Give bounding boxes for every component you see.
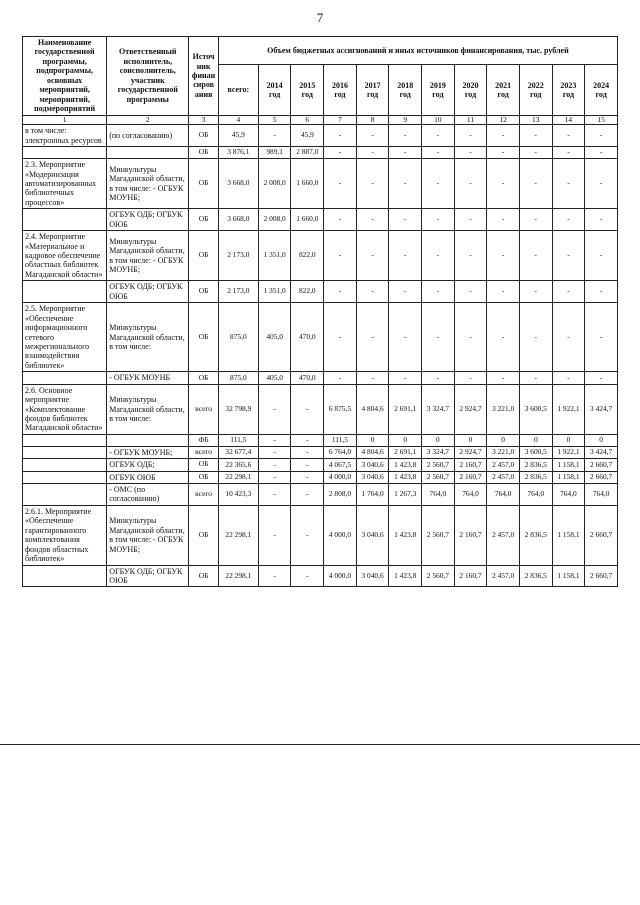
table-row [23, 565, 618, 587]
row-value-cell: - [356, 209, 389, 231]
table-row [23, 505, 618, 565]
row-value-cell: 3 424,7 [585, 384, 618, 434]
row-value-cell: 1 423,8 [389, 505, 422, 565]
row-value-cell: 2 660,7 [585, 471, 618, 483]
row-value-cell: 111,5 [218, 434, 258, 446]
row-value-cell: 0 [487, 434, 520, 446]
header-year: 2022 год [519, 65, 552, 115]
row-value-cell: 2 160,7 [454, 471, 487, 483]
row-value-cell: - [356, 147, 389, 159]
row-value-cell: 4 804,6 [356, 384, 389, 434]
row-value-cell: - [389, 372, 422, 384]
header-total: всего: [218, 65, 258, 115]
row-value-cell: 1 158,1 [552, 505, 585, 565]
row-value-cell: - [585, 231, 618, 281]
row-value-cell: - [258, 505, 291, 565]
row-value-cell: - [389, 281, 422, 303]
row-value-cell: - [291, 505, 324, 565]
row-value-cell: 1 922,1 [552, 384, 585, 434]
row-value-cell: 1 660,0 [291, 159, 324, 209]
table-row [23, 446, 618, 458]
row-value-cell: - [356, 125, 389, 147]
row-value-cell: - [258, 384, 291, 434]
row-value-cell: 2 008,0 [258, 159, 291, 209]
column-index: 15 [585, 115, 618, 125]
row-value-cell: - [487, 147, 520, 159]
row-value-cell: 0 [585, 434, 618, 446]
row-value-cell: 45,9 [291, 125, 324, 147]
row-name-cell [23, 484, 107, 506]
row-value-cell: - [552, 372, 585, 384]
row-value-cell: 405,0 [258, 303, 291, 372]
row-value-cell: 470,0 [291, 303, 324, 372]
row-value-cell: - [258, 565, 291, 587]
row-value-cell: - [454, 231, 487, 281]
row-source-cell: ОБ [189, 231, 218, 281]
row-value-cell: - [422, 209, 455, 231]
table-row [23, 471, 618, 483]
row-value-cell: 1 423,8 [389, 565, 422, 587]
row-value-cell: 0 [552, 434, 585, 446]
row-value-cell: - [258, 471, 291, 483]
row-value-cell: - [324, 303, 357, 372]
row-responsible-cell [107, 434, 189, 446]
row-value-cell: - [454, 303, 487, 372]
row-value-cell: - [258, 446, 291, 458]
row-value-cell: 875,0 [218, 303, 258, 372]
row-value-cell: - [454, 147, 487, 159]
row-value-cell: 2 887,0 [291, 147, 324, 159]
row-value-cell: - [258, 434, 291, 446]
row-responsible-cell: - ОГБУК МОУНБ [107, 372, 189, 384]
row-source-cell: всего [189, 446, 218, 458]
row-value-cell: 0 [356, 434, 389, 446]
row-value-cell: - [519, 303, 552, 372]
row-value-cell: - [389, 125, 422, 147]
header-year: 2019 год [422, 65, 455, 115]
row-value-cell: - [519, 372, 552, 384]
budget-table-wrapper [22, 36, 618, 726]
row-value-cell: - [291, 384, 324, 434]
row-source-cell: ОБ [189, 459, 218, 471]
row-value-cell: 3 600,5 [519, 446, 552, 458]
row-source-cell: всего [189, 384, 218, 434]
row-value-cell: 3 040,6 [356, 505, 389, 565]
row-responsible-cell: Минкультуры Магаданской области, в том числе: [107, 303, 189, 372]
row-value-cell: 1 267,3 [389, 484, 422, 506]
row-value-cell: 2 691,1 [389, 384, 422, 434]
table-row [23, 281, 618, 303]
row-value-cell: 4 000,0 [324, 565, 357, 587]
row-value-cell: 0 [454, 434, 487, 446]
row-value-cell: - [422, 372, 455, 384]
row-value-cell: - [585, 281, 618, 303]
row-value-cell: 3 668,0 [218, 209, 258, 231]
row-name-cell [23, 459, 107, 471]
row-value-cell: 2 173,0 [218, 231, 258, 281]
row-responsible-cell: ОГБУК ОЮБ [107, 471, 189, 483]
column-index: 1 [23, 115, 107, 125]
table-row [23, 209, 618, 231]
row-value-cell: - [454, 159, 487, 209]
row-value-cell: 764,0 [585, 484, 618, 506]
row-value-cell: 2 457,0 [487, 459, 520, 471]
header-funding: Объем бюджетных ассигнований и иных источников финансирования, тыс. рублей [218, 37, 617, 65]
row-responsible-cell: - ОГБУК МОУНБ; [107, 446, 189, 458]
header-year: 2016 год [324, 65, 357, 115]
column-index: 14 [552, 115, 585, 125]
row-value-cell: - [422, 303, 455, 372]
row-value-cell: 32 798,9 [218, 384, 258, 434]
header-year: 2014 год [258, 65, 291, 115]
table-row [23, 372, 618, 384]
row-value-cell: 1 660,0 [291, 209, 324, 231]
row-value-cell: - [552, 209, 585, 231]
row-value-cell: 1 423,8 [389, 459, 422, 471]
header-name: Наименование государственной программы, подпрограммы, основных мероприятий, мероприятий, подмероприятий [23, 37, 107, 116]
row-value-cell: 3 324,7 [422, 384, 455, 434]
row-name-cell [23, 434, 107, 446]
page-divider-line [0, 744, 640, 745]
row-value-cell: 1 351,0 [258, 231, 291, 281]
table-row [23, 484, 618, 506]
row-value-cell: 764,0 [422, 484, 455, 506]
header-year: 2017 год [356, 65, 389, 115]
row-responsible-cell: - ОМС (по согласованию) [107, 484, 189, 506]
row-value-cell: 3 424,7 [585, 446, 618, 458]
row-value-cell: 764,0 [519, 484, 552, 506]
row-value-cell: 3 221,0 [487, 446, 520, 458]
row-value-cell: - [585, 147, 618, 159]
row-source-cell: ОБ [189, 565, 218, 587]
row-value-cell: - [519, 209, 552, 231]
header-source: Источник финансирования [189, 37, 218, 116]
table-row [23, 384, 618, 434]
row-source-cell: ОБ [189, 147, 218, 159]
row-value-cell: 22 298,1 [218, 471, 258, 483]
row-value-cell: 2 560,7 [422, 459, 455, 471]
row-value-cell: - [422, 231, 455, 281]
row-value-cell: 764,0 [454, 484, 487, 506]
row-value-cell: - [487, 281, 520, 303]
row-name-cell [23, 209, 107, 231]
row-value-cell: 1 158,1 [552, 459, 585, 471]
row-value-cell: - [356, 303, 389, 372]
row-value-cell: - [324, 147, 357, 159]
row-value-cell: 2 836,5 [519, 505, 552, 565]
column-index: 10 [422, 115, 455, 125]
row-name-cell [23, 446, 107, 458]
row-value-cell: 2 008,0 [258, 209, 291, 231]
budget-table [22, 36, 618, 587]
row-value-cell: - [389, 159, 422, 209]
column-index: 12 [487, 115, 520, 125]
row-value-cell: 3 668,0 [218, 159, 258, 209]
row-value-cell: - [356, 281, 389, 303]
table-row [23, 434, 618, 446]
row-source-cell: ОБ [189, 372, 218, 384]
column-index: 7 [324, 115, 357, 125]
row-value-cell: - [519, 147, 552, 159]
row-value-cell: 764,0 [487, 484, 520, 506]
column-index: 11 [454, 115, 487, 125]
column-index: 6 [291, 115, 324, 125]
row-value-cell: 3 600,5 [519, 384, 552, 434]
row-name-cell: 2.6.1. Мероприятие «Обеспечение гарантированного комплектования фондов областных библиотек» [23, 505, 107, 565]
row-value-cell: 2 457,0 [487, 505, 520, 565]
row-value-cell: - [389, 147, 422, 159]
row-value-cell: - [454, 209, 487, 231]
column-index-row [23, 115, 618, 125]
row-responsible-cell [107, 147, 189, 159]
row-source-cell: ОБ [189, 209, 218, 231]
row-value-cell: - [422, 159, 455, 209]
row-value-cell: - [324, 125, 357, 147]
row-value-cell: 2 560,7 [422, 505, 455, 565]
row-value-cell: 3 221,0 [487, 384, 520, 434]
row-value-cell: - [356, 159, 389, 209]
row-source-cell: ОБ [189, 125, 218, 147]
row-value-cell: - [291, 434, 324, 446]
row-value-cell: 0 [519, 434, 552, 446]
row-value-cell: - [519, 281, 552, 303]
row-value-cell: 22 365,6 [218, 459, 258, 471]
row-source-cell: ОБ [189, 281, 218, 303]
row-value-cell: 22 298,1 [218, 505, 258, 565]
column-index: 2 [107, 115, 189, 125]
row-value-cell: 2 660,7 [585, 459, 618, 471]
row-value-cell: 2 160,7 [454, 565, 487, 587]
row-value-cell: - [487, 209, 520, 231]
row-value-cell: 2 560,7 [422, 565, 455, 587]
row-value-cell: 1 922,1 [552, 446, 585, 458]
row-value-cell: - [552, 159, 585, 209]
row-value-cell: - [291, 446, 324, 458]
row-value-cell: 0 [422, 434, 455, 446]
row-name-cell: 2.3. Мероприятие «Модернизация автоматизированных библиотечных процессов» [23, 159, 107, 209]
row-value-cell: 2 836,5 [519, 459, 552, 471]
row-value-cell: 1 158,1 [552, 471, 585, 483]
row-value-cell: - [324, 159, 357, 209]
row-value-cell: - [552, 147, 585, 159]
page-number: 7 [316, 10, 324, 25]
row-value-cell: 3 324,7 [422, 446, 455, 458]
column-index: 4 [218, 115, 258, 125]
row-value-cell: - [519, 125, 552, 147]
row-value-cell: 32 677,4 [218, 446, 258, 458]
row-value-cell: 0 [389, 434, 422, 446]
row-source-cell: ОБ [189, 303, 218, 372]
row-value-cell: - [324, 372, 357, 384]
row-responsible-cell: ОГБУК ОДБ; [107, 459, 189, 471]
row-value-cell: 2 836,5 [519, 471, 552, 483]
row-value-cell: 3 040,6 [356, 565, 389, 587]
row-value-cell: - [585, 372, 618, 384]
row-value-cell: - [258, 125, 291, 147]
row-value-cell: 822,0 [291, 281, 324, 303]
row-value-cell: 4 000,0 [324, 471, 357, 483]
row-value-cell: 3 040,6 [356, 471, 389, 483]
row-value-cell: - [389, 209, 422, 231]
row-value-cell: 989,1 [258, 147, 291, 159]
row-value-cell: 2 924,7 [454, 384, 487, 434]
row-value-cell: 22 298,1 [218, 565, 258, 587]
row-value-cell: - [585, 209, 618, 231]
column-index: 8 [356, 115, 389, 125]
row-value-cell: - [519, 231, 552, 281]
row-name-cell [23, 372, 107, 384]
row-value-cell: - [454, 281, 487, 303]
row-value-cell: 764,0 [552, 484, 585, 506]
header-year: 2020 год [454, 65, 487, 115]
row-value-cell: 4 000,0 [324, 505, 357, 565]
row-value-cell: - [454, 125, 487, 147]
row-value-cell: 1 764,0 [356, 484, 389, 506]
row-name-cell: 2.4. Мероприятие «Материальное и кадровое обеспечение областных библиотек Магаданской области» [23, 231, 107, 281]
row-value-cell: 111,5 [324, 434, 357, 446]
row-value-cell: - [324, 231, 357, 281]
row-value-cell: 470,0 [291, 372, 324, 384]
row-value-cell: - [487, 372, 520, 384]
header-year: 2015 год [291, 65, 324, 115]
row-value-cell: - [422, 147, 455, 159]
table-body [23, 125, 618, 587]
header-year: 2024 год [585, 65, 618, 115]
row-value-cell: - [519, 159, 552, 209]
row-value-cell: - [356, 372, 389, 384]
column-index: 9 [389, 115, 422, 125]
row-value-cell: 10 423,3 [218, 484, 258, 506]
row-value-cell: 6 764,0 [324, 446, 357, 458]
row-value-cell: - [585, 125, 618, 147]
table-row [23, 459, 618, 471]
row-responsible-cell: Минкультуры Магаданской области, в том числе: [107, 384, 189, 434]
row-value-cell: - [324, 281, 357, 303]
row-value-cell: 2 924,7 [454, 446, 487, 458]
row-value-cell: 1 158,1 [552, 565, 585, 587]
column-index: 13 [519, 115, 552, 125]
header-row-main [23, 37, 618, 65]
row-value-cell: 2 173,0 [218, 281, 258, 303]
row-name-cell: в том числе: электронных ресурсов [23, 125, 107, 147]
row-value-cell: 2 691,1 [389, 446, 422, 458]
row-value-cell: 2 560,7 [422, 471, 455, 483]
header-responsible: Ответственный исполнитель, соисполнитель, участник государственной программы [107, 37, 189, 116]
table-row [23, 125, 618, 147]
row-value-cell: - [487, 303, 520, 372]
row-value-cell: 2 836,5 [519, 565, 552, 587]
row-value-cell: 2 457,0 [487, 471, 520, 483]
row-value-cell: 3 876,1 [218, 147, 258, 159]
row-value-cell: 3 040,6 [356, 459, 389, 471]
row-value-cell: 2 660,7 [585, 505, 618, 565]
row-value-cell: - [258, 459, 291, 471]
table-row [23, 159, 618, 209]
row-value-cell: - [585, 159, 618, 209]
row-value-cell: - [487, 125, 520, 147]
table-row [23, 147, 618, 159]
row-value-cell: 4 804,6 [356, 446, 389, 458]
table-row [23, 231, 618, 281]
row-value-cell: 2 160,7 [454, 505, 487, 565]
row-value-cell: 875,0 [218, 372, 258, 384]
row-source-cell: ОБ [189, 471, 218, 483]
header-year: 2018 год [389, 65, 422, 115]
row-value-cell: 2 808,0 [324, 484, 357, 506]
row-value-cell: - [291, 484, 324, 506]
row-value-cell: 2 457,0 [487, 565, 520, 587]
row-source-cell: ФБ [189, 434, 218, 446]
row-name-cell [23, 281, 107, 303]
row-source-cell: ОБ [189, 159, 218, 209]
row-value-cell: - [487, 231, 520, 281]
row-value-cell: - [487, 159, 520, 209]
row-name-cell [23, 565, 107, 587]
row-value-cell: - [291, 565, 324, 587]
row-name-cell: 2.6. Основное мероприятие «Комплектование фондов библиотек Магаданской области» [23, 384, 107, 434]
row-source-cell: ОБ [189, 505, 218, 565]
header-year: 2023 год [552, 65, 585, 115]
row-value-cell: - [422, 281, 455, 303]
row-value-cell: - [291, 459, 324, 471]
row-value-cell: - [324, 209, 357, 231]
row-value-cell: 1 351,0 [258, 281, 291, 303]
row-value-cell: - [552, 281, 585, 303]
row-value-cell: - [552, 303, 585, 372]
row-value-cell: - [389, 231, 422, 281]
row-name-cell: 2.5. Мероприятие «Обеспечение информационного сетевого межрегионального взаимодействия библиотек» [23, 303, 107, 372]
row-value-cell: - [258, 484, 291, 506]
column-index: 5 [258, 115, 291, 125]
row-value-cell: 6 875,5 [324, 384, 357, 434]
row-value-cell: 2 160,7 [454, 459, 487, 471]
row-value-cell: - [422, 125, 455, 147]
row-value-cell: - [389, 303, 422, 372]
row-value-cell: - [585, 303, 618, 372]
header-year: 2021 год [487, 65, 520, 115]
row-responsible-cell: ОГБУК ОДБ; ОГБУК ОЮБ [107, 565, 189, 587]
row-responsible-cell: ОГБУК ОДБ; ОГБУК ОЮБ [107, 281, 189, 303]
row-name-cell [23, 471, 107, 483]
row-value-cell: 822,0 [291, 231, 324, 281]
row-responsible-cell: Минкультуры Магаданской области, в том числе: - ОГБУК МОУНБ; [107, 159, 189, 209]
table-row [23, 303, 618, 372]
row-responsible-cell: (по согласованию) [107, 125, 189, 147]
row-value-cell: - [291, 471, 324, 483]
row-value-cell: 45,9 [218, 125, 258, 147]
row-value-cell: 405,0 [258, 372, 291, 384]
row-value-cell: - [356, 231, 389, 281]
row-responsible-cell: ОГБУК ОДБ; ОГБУК ОЮБ [107, 209, 189, 231]
row-value-cell: - [454, 372, 487, 384]
row-value-cell: 4 067,5 [324, 459, 357, 471]
row-responsible-cell: Минкультуры Магаданской области, в том числе: - ОГБУК МОУНБ; [107, 231, 189, 281]
row-responsible-cell: Минкультуры Магаданской области, в том числе: - ОГБУК МОУНБ; [107, 505, 189, 565]
row-source-cell: всего [189, 484, 218, 506]
row-value-cell: 1 423,8 [389, 471, 422, 483]
row-value-cell: - [552, 231, 585, 281]
row-value-cell: - [552, 125, 585, 147]
row-name-cell [23, 147, 107, 159]
row-value-cell: 2 660,7 [585, 565, 618, 587]
column-index: 3 [189, 115, 218, 125]
